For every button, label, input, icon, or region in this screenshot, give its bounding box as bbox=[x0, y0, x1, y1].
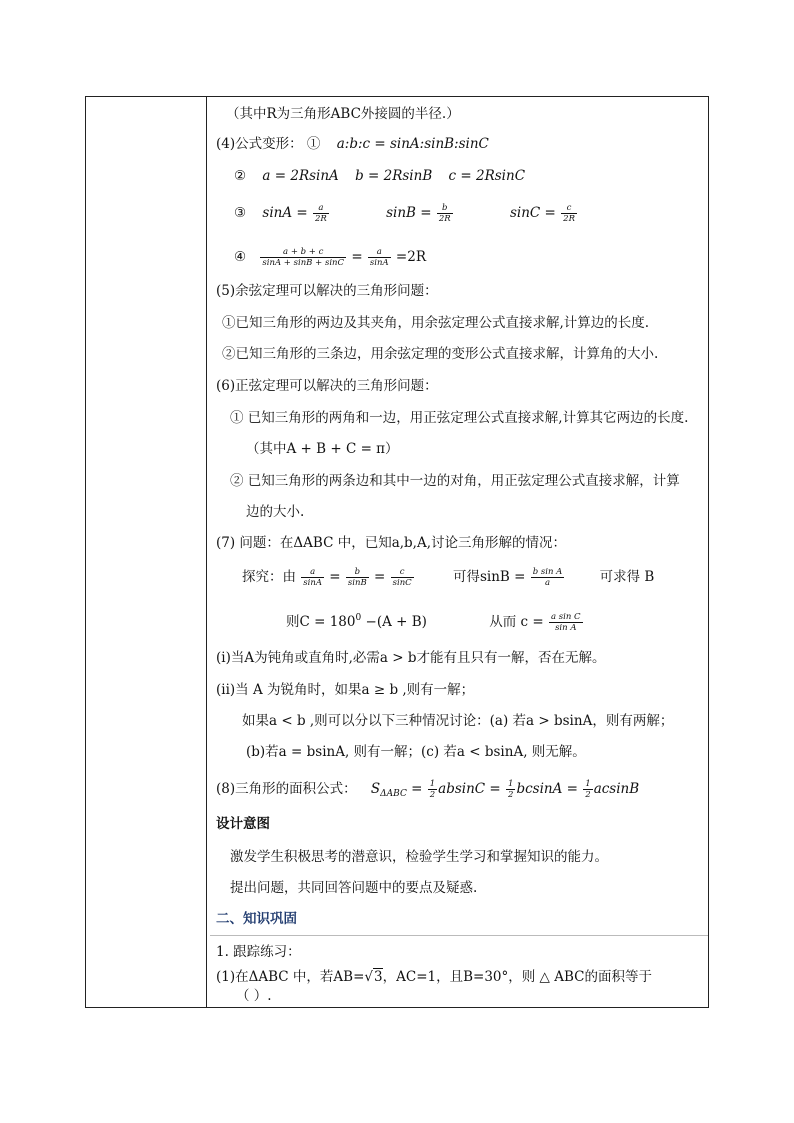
circumradius-note: （其中R为三角形ABC外接圆的半径.） bbox=[226, 106, 460, 122]
find-C-line bbox=[286, 609, 584, 633]
question-7: (7) 问题：在ΔABC 中，已知a,b,A,讨论三角形解的情况： bbox=[216, 535, 567, 551]
case-acute: (ii)当 A 为锐角时，如果a ≥ b ,则有一解； bbox=[216, 682, 475, 698]
b-formula: b = 2RsinB bbox=[355, 168, 433, 184]
explore-label: 探究：由 bbox=[242, 569, 296, 585]
formula-variant-3 bbox=[234, 203, 578, 224]
C-formula: 则C = 180 bbox=[286, 614, 356, 630]
formula-variant-2 bbox=[234, 167, 525, 185]
cosine-law-heading: (5)余弦定理可以解决的三角形问题： bbox=[216, 283, 438, 299]
sinA-label: sinA = bbox=[262, 205, 308, 221]
fraction-sum: $\frac{a + b + c}{\sin A + \sin B + \sin C}$ bbox=[262, 247, 345, 268]
circled-3: ③ bbox=[234, 205, 247, 221]
section-divider bbox=[210, 935, 708, 936]
design-intent-line-1: 激发学生积极思考的潜意识，检验学生学习和掌握知识的能力。 bbox=[230, 849, 608, 865]
sqrt-radicand: 3 bbox=[374, 969, 383, 985]
circled-2: ② bbox=[234, 168, 247, 184]
c-formula: c = 2RsinC bbox=[448, 168, 526, 184]
area-term-1: absinC = bbox=[438, 781, 501, 797]
sinC-label: sinC = bbox=[509, 205, 556, 221]
equals-sign: = bbox=[351, 249, 363, 265]
angle-sum-note: （其中A + B + C = π） bbox=[246, 441, 399, 457]
formula-variant-4-1 bbox=[216, 135, 489, 153]
fraction-a-sinA: $\frac{a}{\sin A}$ bbox=[369, 247, 389, 268]
fraction-c-sinC: $\frac{c}{\sin C}$ bbox=[392, 567, 412, 588]
section-2-heading: 二、知识巩固 bbox=[216, 911, 297, 927]
find-B: 可求得 B bbox=[599, 569, 655, 585]
lesson-table bbox=[85, 96, 709, 1008]
circled-4: ④ bbox=[234, 249, 247, 265]
case-obtuse: (i)当A为钝角或直角时,必需a > b才能有且只有一解，否在无解。 bbox=[216, 650, 606, 666]
case-acute-sub-2: (b)若a = bsinA, 则有一解；(c) 若a < bsinA, 则无解。 bbox=[246, 744, 586, 760]
fraction-b-2R: $\frac{b}{2R}$ bbox=[438, 203, 451, 224]
area-term-2: bcsinA = bbox=[516, 781, 578, 797]
case-acute-sub-1: 如果a < b ,则可以分以下三种情况讨论：(a) 若a > bsinA，则有两解； bbox=[242, 713, 674, 729]
sine-law-case-2: ② 已知三角形的两条边和其中一边的对角，用正弦定理公式直接求解，计算 bbox=[230, 473, 680, 489]
degree-superscript: 0 bbox=[355, 613, 362, 623]
formula-variant-4 bbox=[234, 247, 426, 268]
equals-sign: = bbox=[411, 781, 423, 797]
area-formula bbox=[216, 779, 639, 803]
practice-question-1 bbox=[216, 968, 652, 986]
circled-1: ① bbox=[306, 136, 321, 152]
area-label: (8)三角形的面积公式： bbox=[216, 781, 357, 797]
area-term-3: acsinB bbox=[593, 781, 640, 797]
fraction-c-2R: $\frac{c}{2R}$ bbox=[563, 203, 575, 224]
fraction-asinC-sinA: $\frac{\text{a sin C}}{\text{sin A}}$ bbox=[551, 612, 581, 633]
question-1-start: (1)在ΔABC 中，若AB= bbox=[216, 969, 365, 985]
cosine-law-case-2: ②已知三角形的三条边，用余弦定理的变形公式直接求解，计算角的大小. bbox=[222, 346, 659, 362]
sine-law-case-2-cont: 边的大小. bbox=[246, 504, 305, 520]
equals-sign: = bbox=[329, 569, 341, 585]
sine-law-case-1: ① 已知三角形的两角和一边，用正弦定理公式直接求解,计算其它两边的长度. bbox=[230, 410, 689, 426]
half-3: $\frac{1}{2}$ bbox=[585, 779, 591, 800]
content-cell bbox=[216, 97, 704, 1007]
question-1-end: ，AC=1，且B=30°，则 △ ABC的面积等于 bbox=[382, 969, 652, 985]
ratio-formula: a:b:c = sinA:sinB:sinC bbox=[336, 136, 489, 152]
S-subscript: ΔABC bbox=[380, 789, 407, 799]
design-intent-heading: 设计意图 bbox=[216, 816, 270, 832]
fraction-a-2R: $\frac{a}{2R}$ bbox=[315, 203, 327, 224]
explore-line bbox=[242, 567, 654, 588]
sine-law-heading: (6)正弦定理可以解决的三角形问题： bbox=[216, 378, 438, 394]
answer-blank: （ ）. bbox=[236, 988, 272, 1004]
derive-sinB: 可得sinB = bbox=[452, 569, 526, 585]
find-c-label: 从而 c = bbox=[489, 614, 544, 630]
sinB-label: sinB = bbox=[386, 205, 432, 221]
a-formula: a = 2RsinA bbox=[262, 168, 339, 184]
sqrt-sign: √ bbox=[364, 969, 374, 985]
practice-heading: 1. 跟踪练习： bbox=[216, 944, 301, 960]
equals-sign: = bbox=[374, 569, 386, 585]
design-intent-line-2: 提出问题，共同回答问题中的要点及疑惑. bbox=[230, 880, 478, 896]
cosine-law-case-1: ①已知三角形的两边及其夹角，用余弦定理公式直接求解,计算边的长度. bbox=[222, 315, 650, 331]
fraction-a-sinA: $\frac{a}{\sin A}$ bbox=[303, 567, 322, 588]
half-2: $\frac{1}{2}$ bbox=[508, 779, 514, 800]
half-1: $\frac{1}{2}$ bbox=[429, 779, 436, 800]
fraction-bsinA-a: $\frac{\text{b sin A}}{a}$ bbox=[532, 567, 563, 588]
column-divider bbox=[206, 97, 207, 1007]
S-symbol: S bbox=[370, 781, 381, 797]
fraction-b-sinB: $\frac{b}{\sin B}$ bbox=[347, 567, 367, 588]
C-formula-rest: −(A + B) bbox=[361, 614, 427, 630]
equals-2R: =2R bbox=[395, 249, 426, 265]
item-label: (4)公式变形： bbox=[216, 136, 303, 152]
